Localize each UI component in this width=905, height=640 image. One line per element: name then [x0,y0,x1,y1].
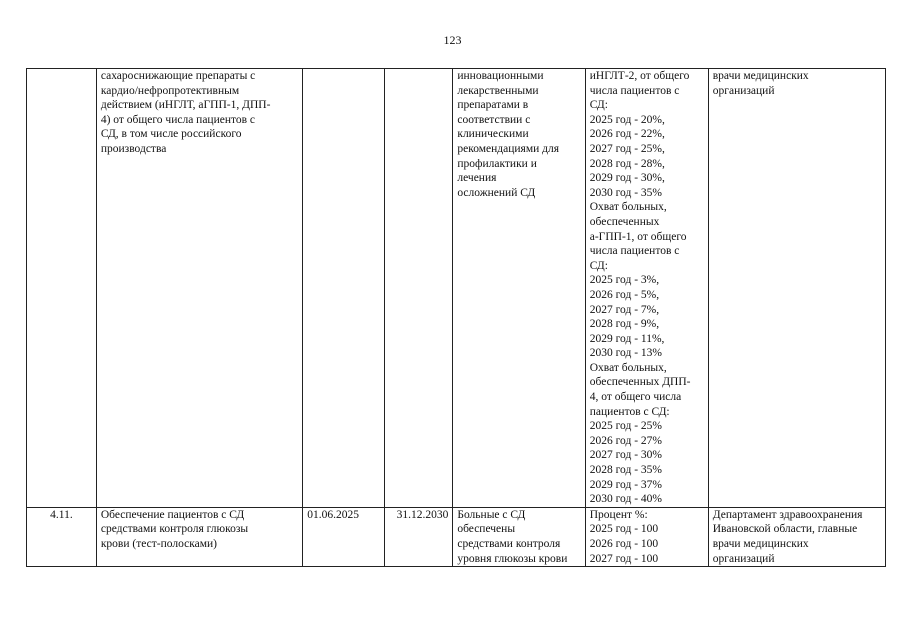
cell-indicator-line: 2030 год - 40% [589,493,662,506]
cell-expected-result-line: препаратами в [457,99,529,112]
cell-indicator-line: Охват больных, [589,361,667,374]
cell-expected-result-line: обеспечены [457,523,516,536]
cell-indicator-line: 2027 год - 100 [589,552,659,565]
cell-expected-result-line: осложнений СД [457,186,536,199]
cell-indicator-line: 2026 год - 22%, [589,128,665,141]
cell-expected-result-line: средствами контроля [457,538,561,550]
cell-activity-line: Обеспечение пациентов с СД [100,508,245,521]
cell-indicator-line: 2025 год - 25% [589,420,662,433]
cell-indicator-line: 2029 год - 11%, [589,332,665,345]
cell-indicator-line: обеспеченных [589,215,660,228]
cell-responsible-line: врачи медицинских [712,70,809,82]
cell-indicator-line: 2028 год - 35% [589,464,662,477]
cell-end-date [384,69,453,508]
cell-indicator-line: 2029 год - 30%, [589,172,665,185]
cell-indicator-line: 2030 год - 35% [589,186,662,199]
cell-start-date [303,69,384,508]
cell-indicator [585,507,708,566]
plan-table-body [27,69,886,567]
cell-indicator-line: числа пациентов с [589,245,680,258]
cell-indicator-line: обеспеченных ДПП- [589,376,691,389]
cell-responsible-line: организаций [712,552,775,565]
cell-expected-result-line: лекарственными [457,84,539,97]
cell-indicator-line: 2025 год - 3%, [589,274,660,287]
cell-expected-result-line: уровня глюкозы крови [457,552,568,565]
cell-expected-result-line: лечения [457,172,497,185]
table-row [27,69,886,508]
cell-indicator-line: 2029 год - 37% [589,478,662,491]
cell-responsible-line: Департамент здравоохранения [712,508,863,521]
cell-activity-line: 4) от общего числа пациентов с [100,113,256,126]
cell-responsible-line: Ивановской области, главные [712,523,858,536]
plan-table [26,68,886,567]
cell-activity-line: средствами контроля глюкозы [100,523,249,536]
cell-indicator-line: 2028 год - 28%, [589,157,665,170]
cell-indicator [585,69,708,508]
cell-indicator-line: 2026 год - 27% [589,434,662,447]
cell-end-date: 31.12.2030 [384,507,453,566]
cell-activity-line: действием (иНГЛТ, аГПП-1, ДПП- [100,99,271,112]
cell-responsible [708,69,885,508]
cell-indicator-line: 2026 год - 5%, [589,288,660,301]
cell-expected-result [453,507,585,566]
cell-activity-line: СД, в том числе российского [100,128,242,141]
cell-indicator-line: СД: [589,259,608,272]
cell-responsible [708,507,885,566]
cell-indicator-line: 4, от общего числа [589,391,682,404]
page-number: 123 [443,33,462,47]
cell-expected-result-line: рекомендациями для [457,142,560,155]
cell-responsible-line: врачи медицинских [712,538,809,550]
cell-activity-line: крови (тест-полосками) [100,538,218,550]
cell-indicator-line: 2025 год - 100 [589,523,659,536]
cell-activity-line: сахароснижающие препараты с [100,70,256,82]
cell-expected-result-line: соответствии с [457,113,531,126]
cell-expected-result-line: профилактики и [457,157,537,170]
cell-activity-line: производства [100,142,167,155]
cell-number: 4.11. [27,507,97,566]
cell-start-date: 01.06.2025 [303,507,384,566]
cell-expected-result [453,69,585,508]
cell-activity [96,507,302,566]
cell-indicator-line: а-ГПП-1, от общего [589,230,687,243]
cell-indicator-line: иНГЛТ-2, от общего [589,70,690,82]
cell-expected-result-line: клиническими [457,128,529,141]
cell-activity [96,69,302,508]
cell-indicator-line: СД: [589,99,608,112]
cell-indicator-line: Процент %: [589,508,648,521]
table-row [27,507,886,566]
cell-activity-line: кардио/нефропротективным [100,84,240,97]
cell-indicator-line: числа пациентов с [589,84,680,97]
cell-expected-result-line: инновационными [457,70,544,82]
cell-indicator-line: 2027 год - 7%, [589,303,660,316]
cell-number [27,69,97,508]
cell-indicator-line: 2027 год - 25%, [589,142,665,155]
cell-indicator-line: 2028 год - 9%, [589,318,660,331]
cell-indicator-line: 2027 год - 30% [589,449,662,462]
cell-indicator-line: 2026 год - 100 [589,538,659,550]
cell-indicator-line: пациентов с СД: [589,405,670,418]
cell-expected-result-line: Больные с СД [457,508,526,521]
cell-indicator-line: 2030 год - 13% [589,347,662,360]
cell-indicator-line: Охват больных, [589,201,667,214]
cell-indicator-line: 2025 год - 20%, [589,113,665,126]
cell-responsible-line: организаций [712,84,775,97]
